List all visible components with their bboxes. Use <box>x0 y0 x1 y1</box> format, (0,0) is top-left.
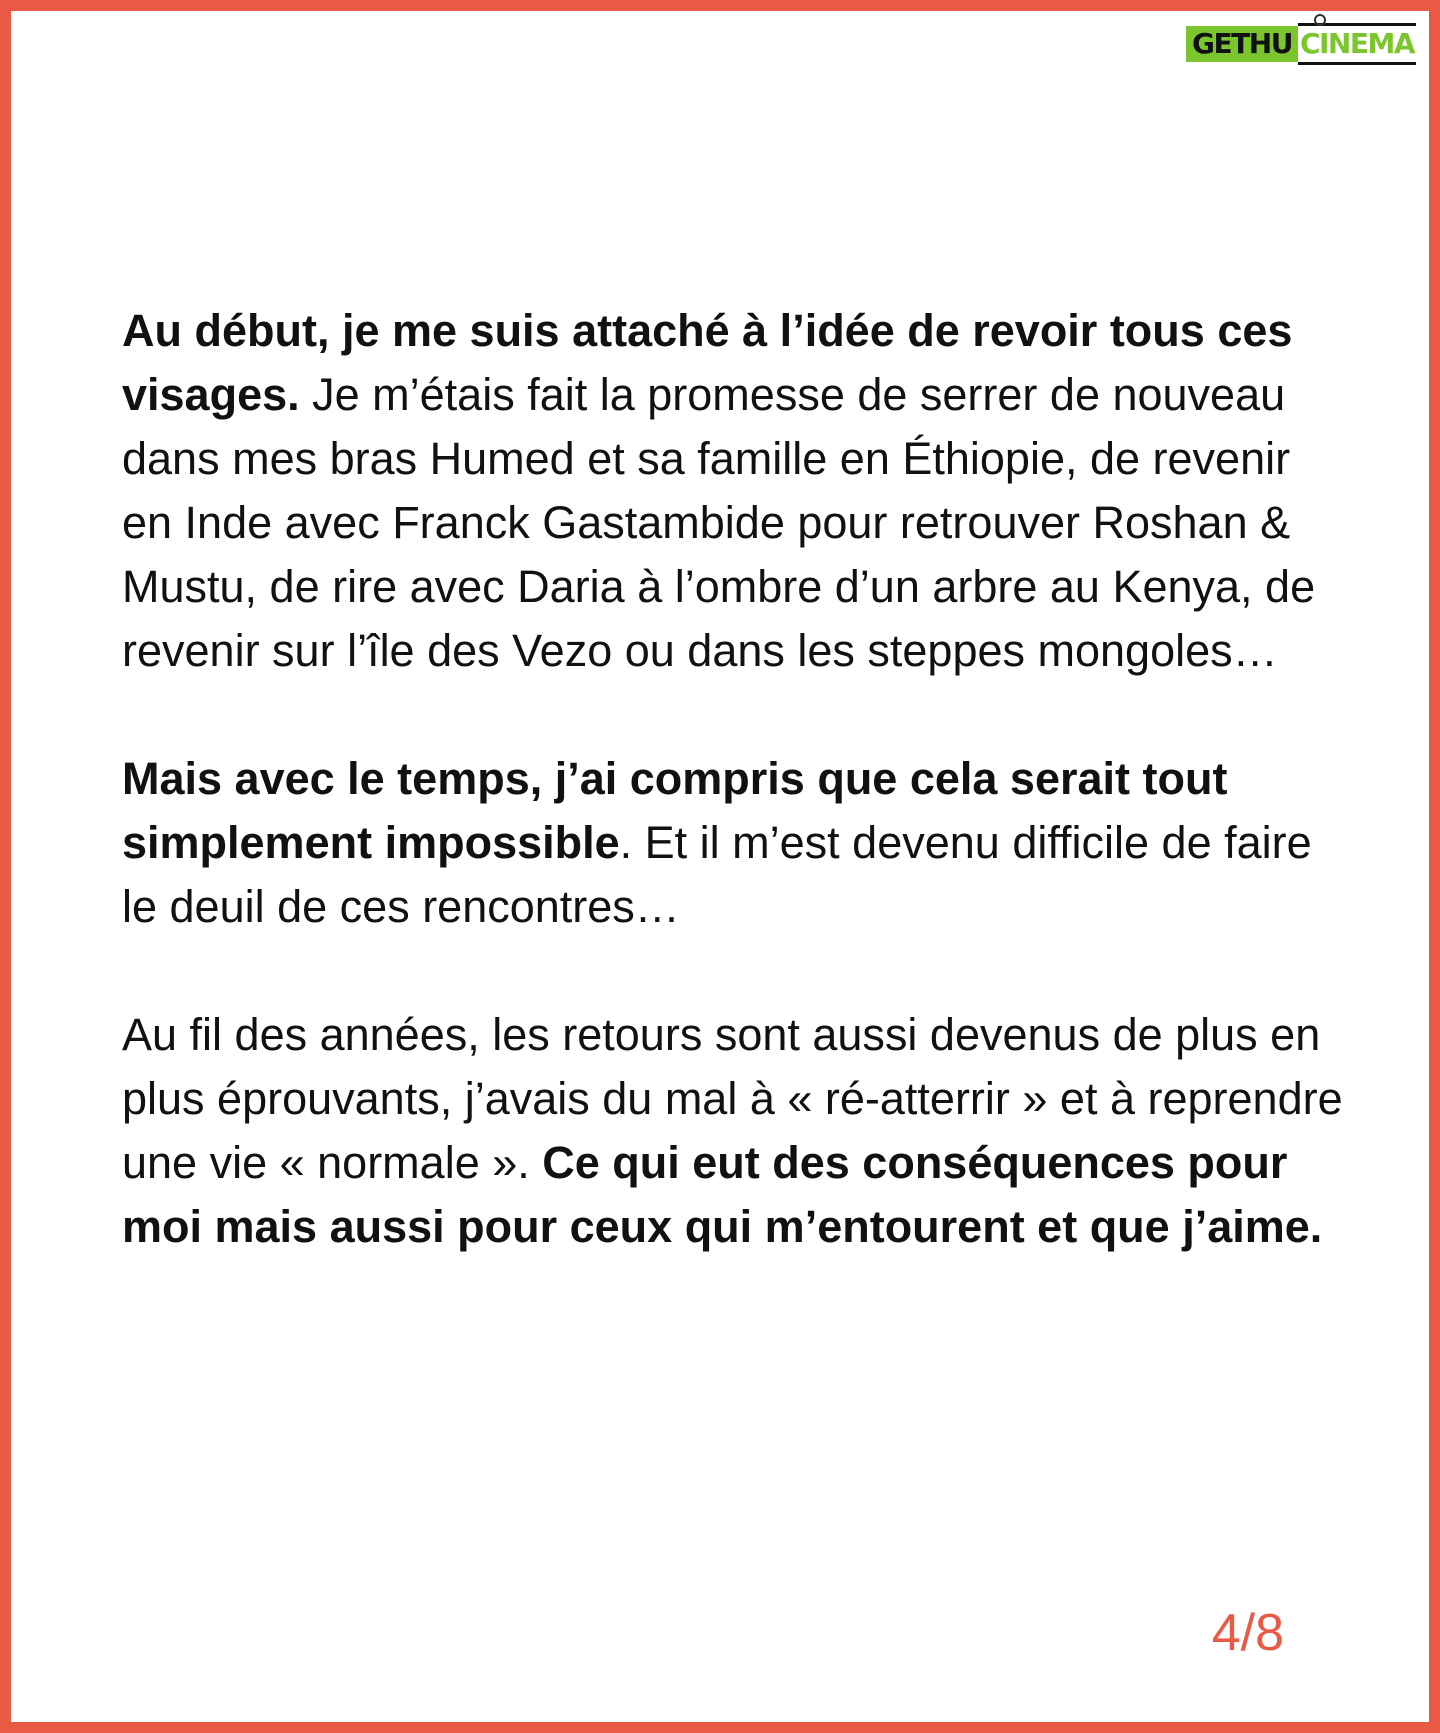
paragraph-1 <box>122 299 1352 683</box>
paragraph-2-bold-lead: Mais avec le temps, j’ai compris que cela serait tout simplement impossible <box>122 753 1228 868</box>
paragraph-3 <box>122 1003 1352 1259</box>
film-reel-icon <box>1314 14 1326 26</box>
paragraph-3-text: Au fil des années, les retours sont aussi devenus de plus en plus éprouvants, j’avais du mal à « ré-atterrir » et à reprendre une vie « normale ». <box>122 1009 1343 1188</box>
paragraph-1-text: Je m’étais fait la promesse de serrer de nouveau dans mes bras Humed et sa famille en Éthiopie, de revenir en Inde avec Franck Gastambide pour retrouver Roshan & Mustu, de rire avec Daria à l’ombre d’un arbre au Kenya, de revenir sur l’île des Vezo ou dans les steppes mongoles… <box>122 369 1316 676</box>
paragraph-1-bold-lead: Au début, je me suis attaché à l’idée de revoir tous ces visages. <box>122 305 1293 420</box>
paragraph-2-text: . Et il m’est devenu difficile de faire le deuil de ces rencontres… <box>122 817 1312 932</box>
logo-part1: GETHU <box>1186 26 1298 62</box>
page-number: 4/8 <box>1211 1604 1284 1662</box>
paragraph-2 <box>122 747 1352 939</box>
logo-part2: CINEMA <box>1298 23 1416 65</box>
watermark-logo <box>1186 24 1416 64</box>
paragraph-3-bold-tail: Ce qui eut des conséquences pour moi mais aussi pour ceux qui m’entourent et que j’aime. <box>122 1137 1323 1252</box>
body-text <box>122 299 1352 1323</box>
